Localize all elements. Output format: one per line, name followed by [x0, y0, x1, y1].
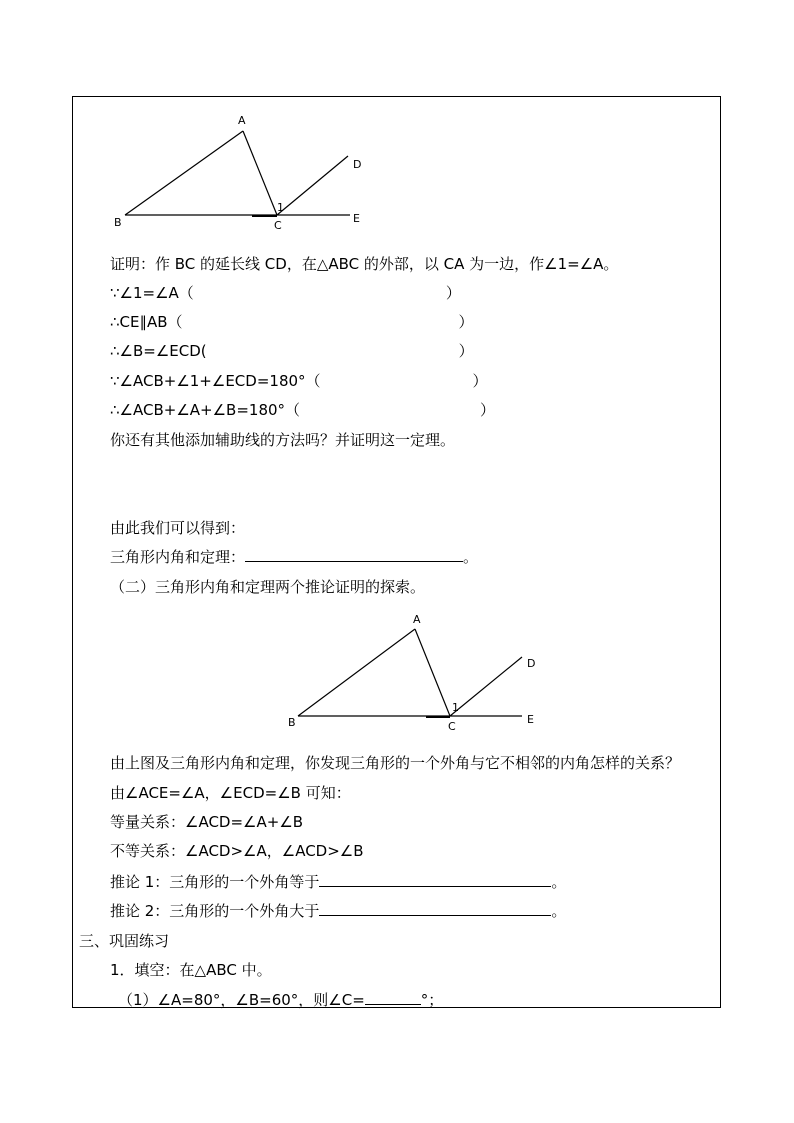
explore-question: 由上图及三角形内角和定理，你发现三角形的一个外角与它不相邻的内角怎样的关系？ — [110, 754, 681, 772]
proof-step-4: ∵∠ACB+∠1+∠ECD=180°（ ） — [110, 372, 488, 390]
proof-step-5: ∴∠ACB+∠A+∠B=180°（ ） — [110, 401, 496, 419]
segment-cd — [450, 657, 522, 716]
figure-1-triangle — [110, 112, 370, 234]
label-d: D — [353, 158, 362, 171]
equal-relation: 等量关系：∠ACD=∠A+∠B — [110, 813, 304, 831]
proof-step-1: ∵∠1=∠A（ ） — [110, 284, 461, 302]
label-e: E — [353, 212, 360, 225]
label-angle-1: 1 — [452, 701, 459, 714]
corollary-1: 推论 1：三角形的一个外角等于 。 — [110, 873, 567, 891]
other-method-question: 你还有其他添加辅助线的方法吗？并证明这一定理。 — [110, 431, 456, 449]
segment-cd — [277, 156, 348, 215]
segment-ac — [243, 131, 277, 215]
label-c: C — [448, 720, 456, 733]
proof-intro: 证明：作 BC 的延长线 CD，在△ABC 的外部，以 CA 为一边，作∠1=∠A。 — [110, 255, 619, 273]
label-a: A — [238, 114, 246, 127]
label-b: B — [114, 216, 122, 229]
label-c: C — [274, 219, 282, 232]
proof-step-2: ∴CE∥AB（ ） — [110, 313, 474, 331]
label-e: E — [527, 713, 534, 726]
conclusion-lead: 由此我们可以得到： — [110, 519, 246, 537]
angle-c-blank[interactable] — [365, 990, 421, 1005]
label-angle-1: 1 — [277, 201, 284, 214]
proof-step-3: ∴∠B=∠ECD( ） — [110, 342, 474, 360]
segment-ac — [415, 629, 450, 716]
corollary-2-blank[interactable] — [319, 901, 551, 916]
label-d: D — [527, 657, 536, 670]
figure-2-triangle — [282, 610, 548, 734]
label-b: B — [288, 716, 296, 729]
theorem-blank[interactable] — [245, 547, 463, 562]
explore-given: 由∠ACE=∠A，∠ECD=∠B 可知： — [110, 784, 351, 802]
segment-ab — [125, 131, 243, 215]
section-2-title: （二）三角形内角和定理两个推论证明的探索。 — [110, 578, 426, 596]
theorem-fill: 三角形内角和定理： 。 — [110, 548, 479, 566]
inequal-relation: 不等关系：∠ACD>∠A，∠ACD>∠B — [110, 842, 364, 860]
section-3-title: 三、巩固练习 — [79, 932, 170, 950]
label-a: A — [413, 613, 421, 626]
corollary-2: 推论 2：三角形的一个外角大于 。 — [110, 902, 567, 920]
corollary-1-blank[interactable] — [319, 872, 551, 887]
exercise-1-1: （1）∠A=80°，∠B=60°，则∠C= °； — [118, 991, 444, 1009]
segment-ab — [298, 629, 415, 716]
exercise-1: 1．填空：在△ABC 中。 — [110, 961, 272, 979]
